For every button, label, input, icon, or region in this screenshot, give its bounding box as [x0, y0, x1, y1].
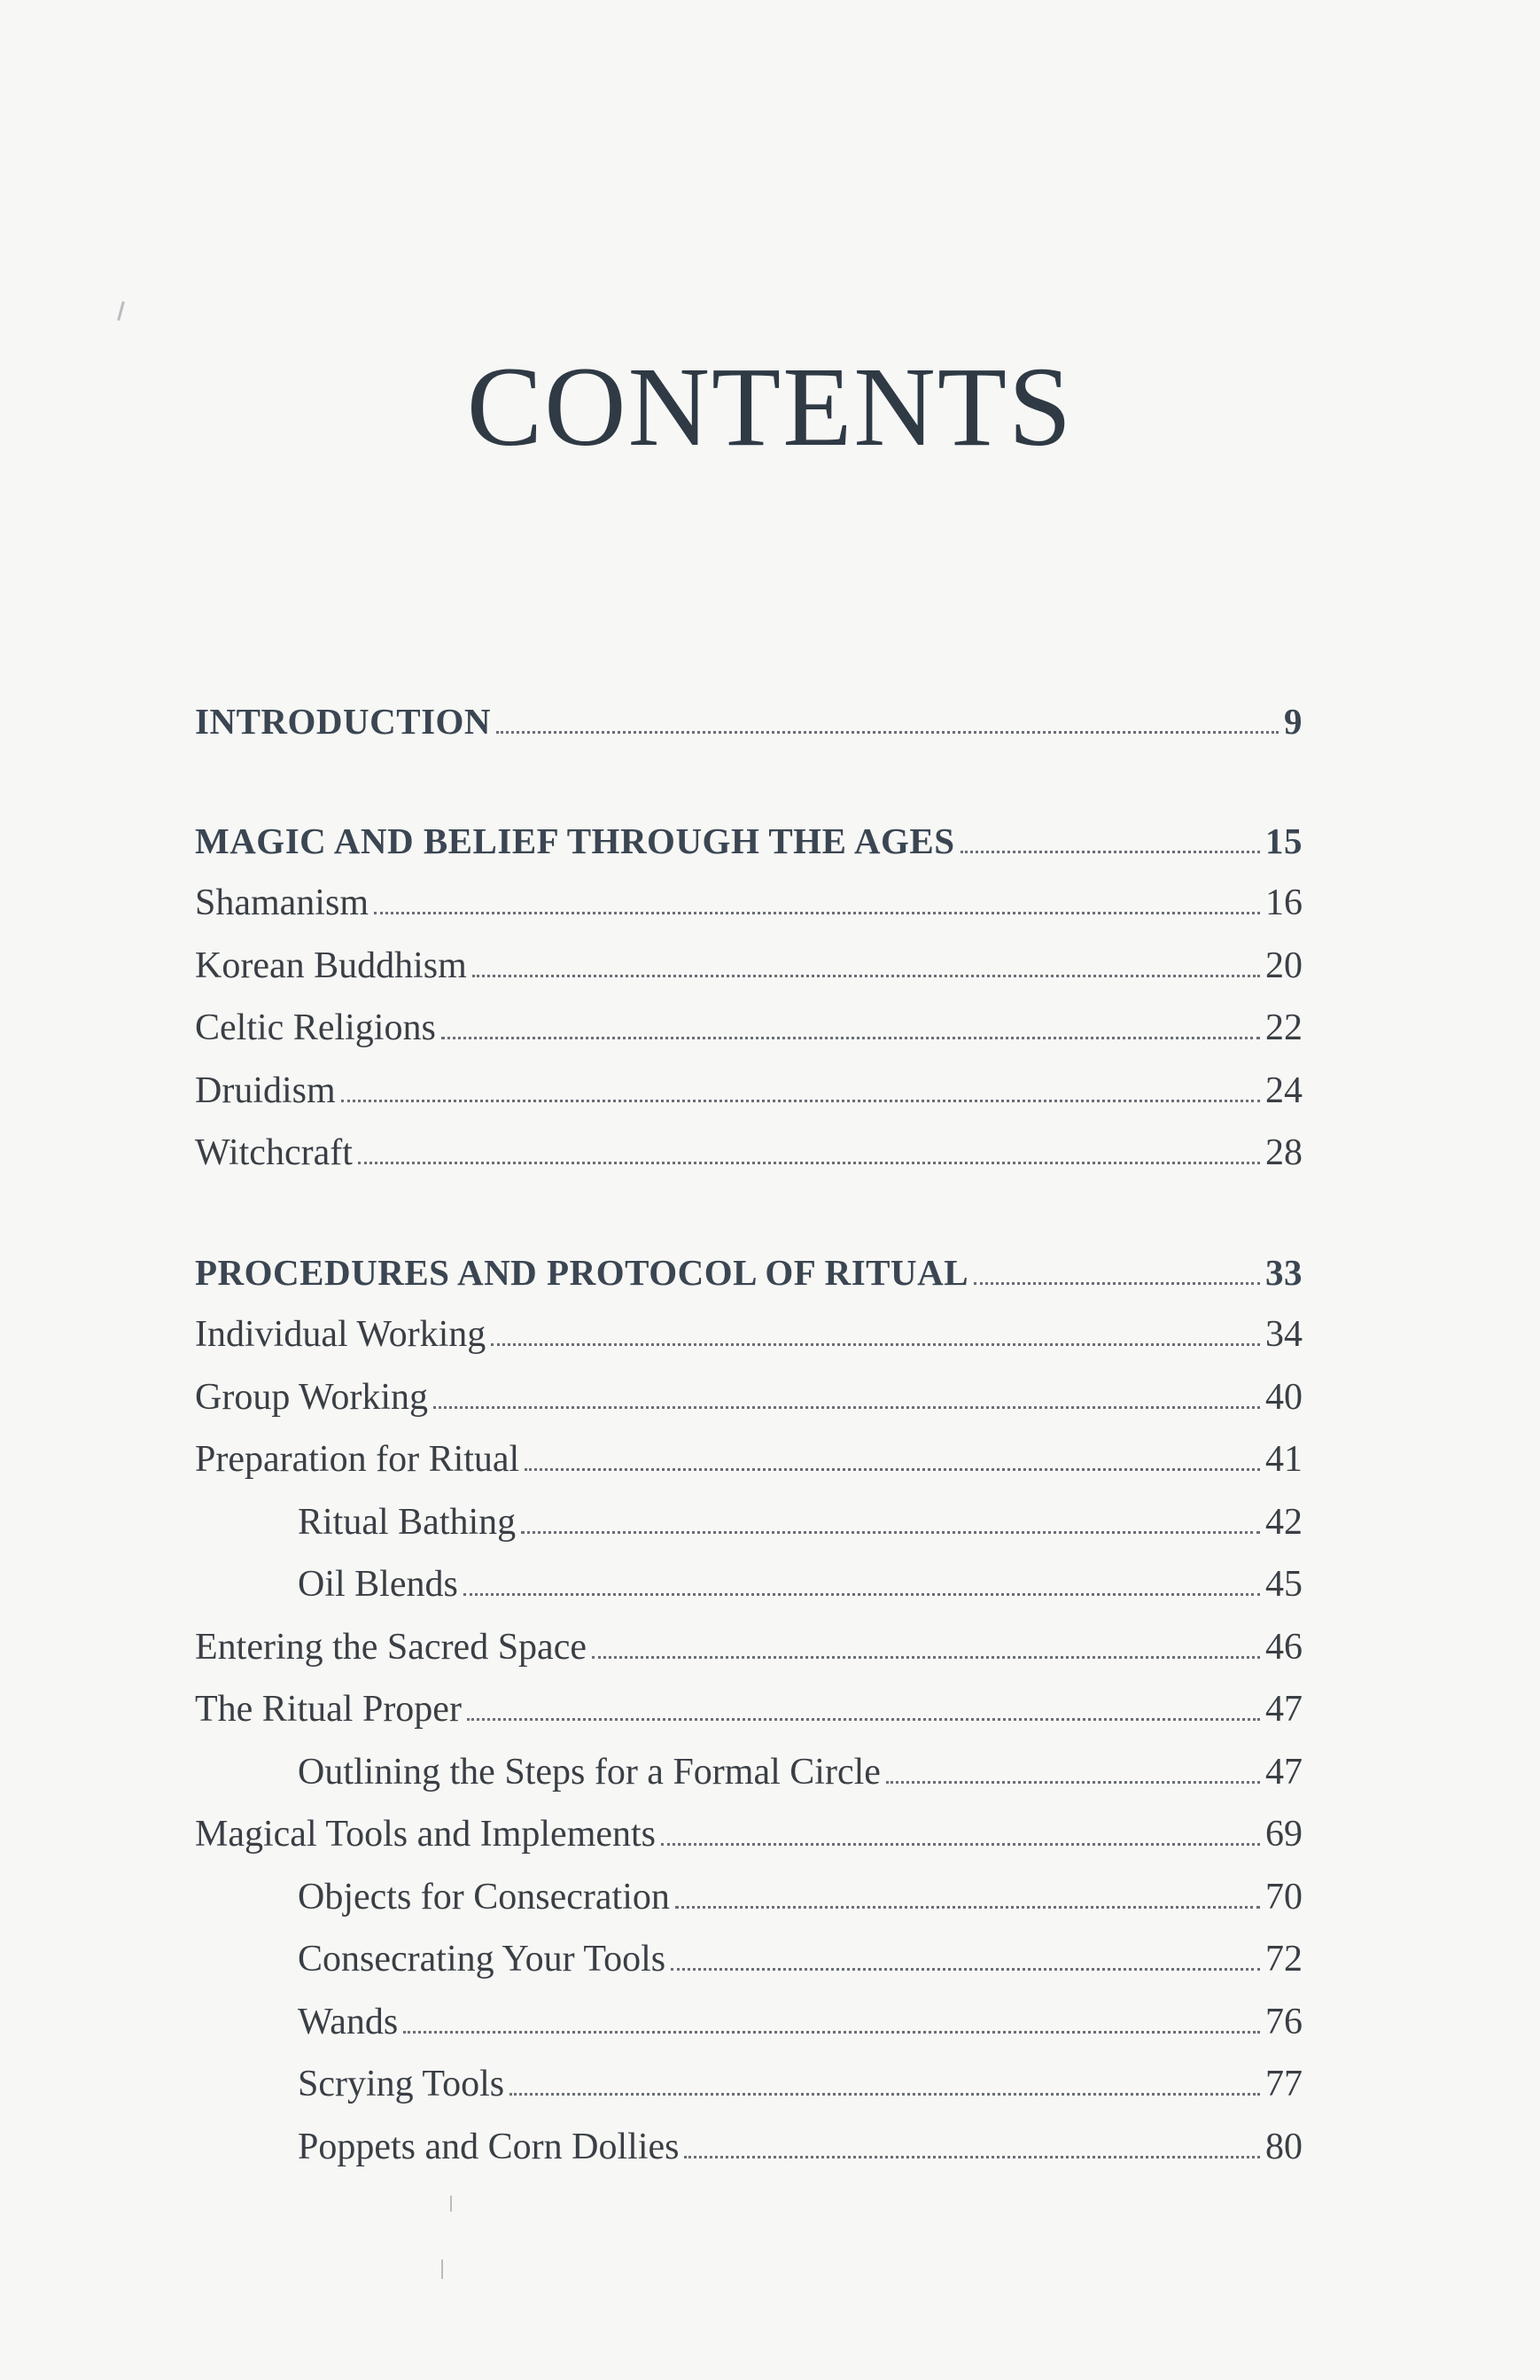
entry-label: Wands [298, 2001, 399, 2042]
toc-section-heading[interactable] [195, 700, 1303, 763]
toc-entry[interactable] [195, 1813, 1303, 1876]
leader-dots [433, 1405, 1260, 1409]
entry-page-number: 34 [1265, 1314, 1303, 1355]
leader-dots [472, 974, 1260, 977]
leader-dots [521, 1530, 1260, 1534]
entry-page-number: 24 [1265, 1069, 1303, 1111]
entry-label: Ritual Bathing [298, 1501, 517, 1543]
entry-label: Consecrating Your Tools [298, 1939, 666, 1979]
entry-label: Group Working [195, 1376, 428, 1418]
entry-page-number: 47 [1265, 1689, 1303, 1730]
scan-mark [117, 301, 125, 321]
entry-page-number: 72 [1265, 1939, 1303, 1979]
entry-label: Shamanism [195, 883, 369, 923]
entry-label: Outlining the Steps for a Formal Circle [298, 1751, 881, 1793]
entry-label: Poppets and Corn Dollies [298, 2126, 680, 2167]
entry-page-number: 9 [1284, 701, 1303, 742]
toc-entry[interactable] [195, 2126, 1303, 2189]
page-title: CONTENTS [466, 344, 1074, 470]
entry-label: The Ritual Proper [195, 1689, 462, 1730]
toc-section [195, 700, 1303, 763]
toc-entry[interactable] [195, 1876, 1303, 1939]
entry-label: Witchcraft [195, 1132, 353, 1173]
table-of-contents [195, 700, 1303, 2188]
leader-dots [974, 1281, 1260, 1285]
entry-label: Preparation for Ritual [195, 1439, 520, 1480]
leader-dots [509, 2092, 1260, 2096]
entry-page-number: 33 [1265, 1251, 1303, 1293]
entry-label: Entering the Sacred Space [195, 1626, 587, 1668]
entry-page-number: 45 [1265, 1564, 1303, 1605]
leader-dots [441, 1036, 1260, 1039]
entry-label: Celtic Religions [195, 1007, 436, 1048]
toc-entry[interactable] [195, 2063, 1303, 2126]
leader-dots [684, 2155, 1260, 2158]
leader-dots [358, 1161, 1260, 1164]
scan-mark [450, 2196, 452, 2212]
section-gap [195, 763, 1303, 820]
entry-label: PROCEDURES AND PROTOCOL OF RITUAL [195, 1251, 969, 1293]
entry-label: Individual Working [195, 1314, 486, 1355]
scan-mark [441, 2259, 443, 2279]
toc-entry[interactable] [195, 1007, 1303, 1069]
leader-dots [961, 850, 1260, 853]
entry-label: Objects for Consecration [298, 1876, 670, 1917]
toc-section [195, 1251, 1303, 2189]
entry-page-number: 20 [1265, 945, 1303, 986]
entry-page-number: 28 [1265, 1132, 1303, 1173]
toc-section-heading[interactable] [195, 820, 1303, 883]
entry-label: Korean Buddhism [195, 945, 467, 986]
entry-page-number: 47 [1265, 1751, 1303, 1793]
entry-page-number: 46 [1265, 1626, 1303, 1668]
entry-page-number: 16 [1265, 883, 1303, 923]
toc-entry[interactable] [195, 2001, 1303, 2064]
toc-entry[interactable] [195, 1313, 1303, 1376]
leader-dots [496, 730, 1279, 734]
leader-dots [463, 1592, 1260, 1596]
entry-page-number: 40 [1265, 1376, 1303, 1418]
toc-entry[interactable] [195, 1132, 1303, 1194]
entry-page-number: 22 [1265, 1007, 1303, 1048]
toc-section [195, 820, 1303, 1194]
leader-dots [374, 911, 1260, 914]
leader-dots [592, 1655, 1260, 1659]
entry-page-number: 80 [1265, 2126, 1303, 2167]
toc-section-heading[interactable] [195, 1251, 1303, 1314]
entry-page-number: 77 [1265, 2064, 1303, 2104]
leader-dots [661, 1842, 1260, 1846]
entry-page-number: 70 [1265, 1876, 1303, 1917]
leader-dots [491, 1342, 1260, 1346]
section-gap [195, 1194, 1303, 1251]
toc-entry[interactable] [195, 1563, 1303, 1626]
toc-entry[interactable] [195, 882, 1303, 945]
entry-page-number: 15 [1265, 820, 1303, 861]
entry-label: Scrying Tools [298, 2064, 505, 2104]
toc-entry[interactable] [195, 945, 1303, 1007]
toc-entry[interactable] [195, 1688, 1303, 1751]
leader-dots [467, 1717, 1260, 1721]
entry-label: Druidism [195, 1069, 336, 1111]
entry-page-number: 42 [1265, 1501, 1303, 1543]
leader-dots [886, 1780, 1260, 1784]
entry-page-number: 41 [1265, 1439, 1303, 1480]
leader-dots [525, 1467, 1260, 1471]
entry-label: Magical Tools and Implements [195, 1814, 657, 1855]
entry-label: INTRODUCTION [195, 701, 492, 742]
leader-dots [341, 1099, 1260, 1102]
leader-dots [675, 1905, 1260, 1909]
entry-page-number: 76 [1265, 2001, 1303, 2042]
toc-entry[interactable] [195, 1438, 1303, 1501]
toc-entry[interactable] [195, 1501, 1303, 1564]
entry-label: MAGIC AND BELIEF THROUGH THE AGES [195, 820, 955, 861]
toc-entry[interactable] [195, 1626, 1303, 1689]
toc-entry[interactable] [195, 1376, 1303, 1439]
entry-page-number: 69 [1265, 1814, 1303, 1855]
leader-dots [671, 1967, 1260, 1971]
toc-entry[interactable] [195, 1069, 1303, 1132]
entry-label: Oil Blends [298, 1564, 458, 1605]
toc-entry[interactable] [195, 1938, 1303, 2001]
leader-dots [403, 2030, 1260, 2034]
toc-entry[interactable] [195, 1751, 1303, 1814]
